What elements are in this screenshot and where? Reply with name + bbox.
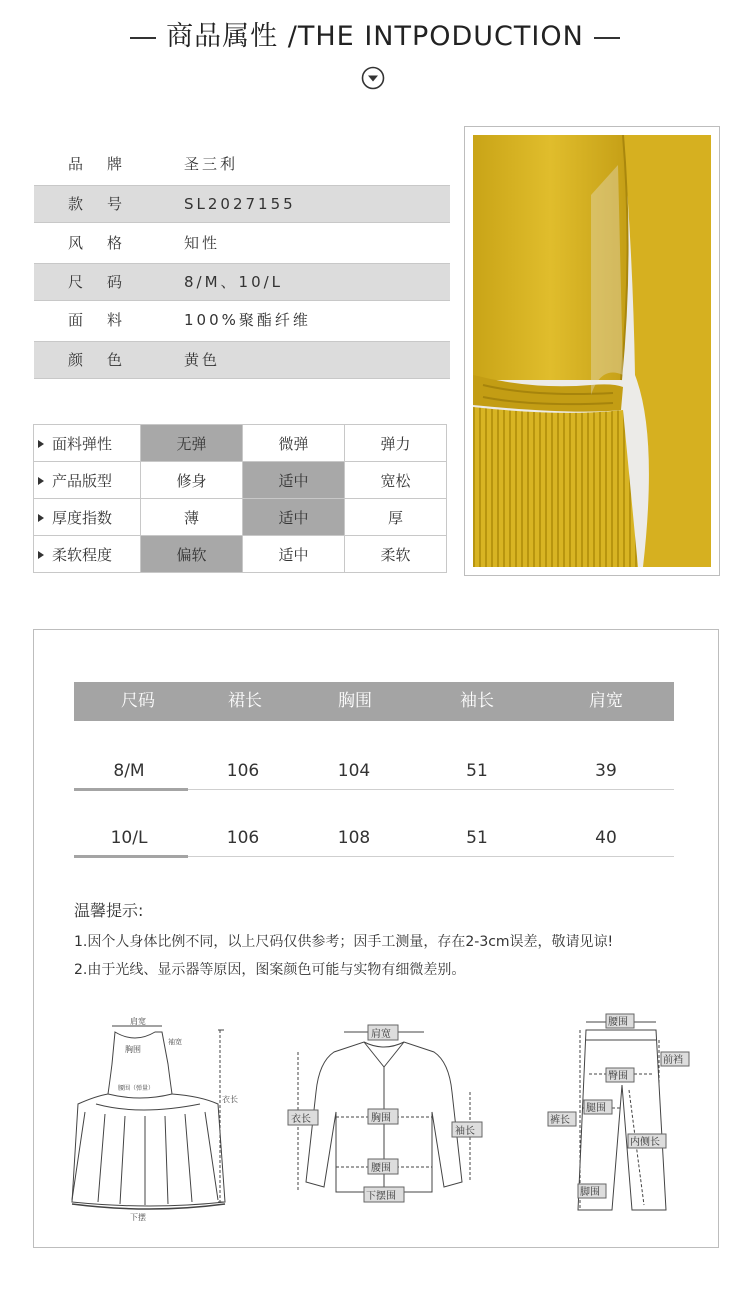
attr-key: 面料: [68, 311, 147, 329]
attr-key: 品牌: [68, 155, 147, 173]
rating-row-elasticity: [34, 425, 447, 462]
pants-label-foot: 脚围: [580, 1187, 600, 1198]
size-cell: 106: [226, 828, 260, 848]
title-cn: 商品属性: [166, 21, 279, 52]
pants-label-hip: 臀围: [608, 1071, 628, 1082]
shirt-label-hem: 下摆围: [366, 1191, 396, 1202]
attr-row-color: [34, 341, 450, 379]
size-cell: 104: [337, 761, 371, 781]
rating-label: 厚度指数: [34, 499, 141, 536]
col-header-sleeve: 袖长: [460, 691, 494, 711]
tip-line-2: 2.由于光线、显示器等原因，图案颜色可能与实物有细微差别。: [74, 962, 466, 978]
rating-option: 弹力: [345, 425, 447, 462]
title-dash-left: [130, 37, 156, 39]
rating-option-selected: 无弹: [141, 425, 243, 462]
title-dash-right: [594, 37, 620, 39]
fabric-rating-table: [33, 424, 447, 573]
col-header-size: 尺码: [121, 691, 155, 711]
col-header-chest: 胸围: [338, 691, 372, 711]
attr-value: 黄色: [184, 351, 221, 369]
size-row-l: [74, 823, 674, 853]
attr-value: SL2027155: [184, 195, 296, 213]
rating-option: 修身: [141, 462, 243, 499]
dress-label-chest: 胸围: [125, 1045, 141, 1054]
pants-label-rise: 前裆: [663, 1055, 683, 1066]
tips-title: 温馨提示:: [74, 901, 144, 920]
rating-option: 宽松: [345, 462, 447, 499]
rating-option: 薄: [141, 499, 243, 536]
shirt-label-sleeve: 袖长: [455, 1126, 475, 1137]
pants-measure-diagram: [544, 1010, 699, 1220]
pants-label-waist: 腰围: [608, 1017, 628, 1028]
size-cell: 106: [226, 761, 260, 781]
dress-label-sleeve: 袖宽: [168, 1038, 182, 1046]
rating-label: 产品版型: [34, 462, 141, 499]
attr-key: 款号: [68, 195, 147, 213]
size-cell: 51: [466, 828, 488, 848]
attr-value: 圣三利: [184, 155, 239, 173]
attr-row-fabric: [34, 302, 450, 338]
rating-label: 面料弹性: [34, 425, 141, 462]
rating-option-selected: 适中: [243, 499, 345, 536]
dress-label-waist: 腰围（弹量）: [118, 1085, 155, 1092]
dress-label-shoulder: 肩宽: [130, 1017, 146, 1026]
size-cell: 40: [595, 828, 617, 848]
rating-option-selected: 偏软: [141, 536, 243, 573]
dress-label-hem: 下摆: [130, 1213, 146, 1222]
attr-key: 风格: [68, 234, 147, 252]
triangle-right-icon: [38, 551, 44, 559]
triangle-right-icon: [38, 514, 44, 522]
rating-row-softness: [34, 536, 447, 573]
col-header-length: 裙长: [228, 691, 262, 711]
size-cell: 108: [337, 828, 371, 848]
pants-label-length: 裤长: [550, 1115, 570, 1126]
title-en: THE INTPODUCTION: [297, 21, 584, 52]
attr-row-size: [34, 263, 450, 301]
attr-row-style: [34, 225, 450, 261]
pants-label-thigh: 腿围: [586, 1103, 606, 1114]
col-header-shoulder: 肩宽: [589, 691, 623, 711]
size-table-header: [74, 682, 674, 721]
pants-label-inseam: 内侧长: [630, 1137, 660, 1148]
row-accent: [74, 855, 188, 858]
product-photo: [473, 135, 711, 567]
dress-measure-diagram: [60, 1012, 240, 1227]
shirt-label-length: 衣长: [291, 1114, 311, 1125]
attr-value: 100%聚酯纤维: [184, 311, 311, 329]
triangle-right-icon: [38, 477, 44, 485]
attr-value: 知性: [184, 234, 221, 252]
rating-option-selected: 适中: [243, 462, 345, 499]
size-row-m: [74, 756, 674, 786]
shirt-label-shoulder: 肩宽: [371, 1029, 391, 1040]
shirt-label-chest: 胸围: [371, 1113, 391, 1124]
triangle-right-icon: [38, 440, 44, 448]
attr-row-style-no: [34, 185, 450, 223]
shirt-label-waist: 腰围: [371, 1163, 391, 1174]
rating-option: 微弹: [243, 425, 345, 462]
rating-option: 厚: [345, 499, 447, 536]
title-separator: /: [287, 21, 298, 52]
rating-option: 适中: [243, 536, 345, 573]
size-cell: 8/M: [113, 761, 145, 781]
rating-label: 柔软程度: [34, 536, 141, 573]
size-cell: 10/L: [110, 828, 148, 848]
attr-value: 8/M、10/L: [184, 273, 284, 291]
attr-key: 颜色: [68, 351, 147, 369]
attr-key: 尺码: [68, 273, 147, 291]
attr-row-brand: [34, 146, 450, 182]
chevron-down-circle-icon: [361, 66, 385, 90]
shirt-measure-diagram: [284, 1022, 484, 1207]
row-accent: [74, 788, 188, 791]
rating-row-fit: [34, 462, 447, 499]
size-cell: 51: [466, 761, 488, 781]
section-title: [0, 14, 750, 53]
size-cell: 39: [595, 761, 617, 781]
rating-row-thickness: [34, 499, 447, 536]
dress-label-length: 衣长: [222, 1095, 238, 1104]
tip-line-1: 1.因个人身体比例不同，以上尺码仅供参考；因手工测量，存在2-3cm误差，敬请见谅!: [74, 934, 614, 950]
product-photo-frame: [464, 126, 720, 576]
rating-option: 柔软: [345, 536, 447, 573]
